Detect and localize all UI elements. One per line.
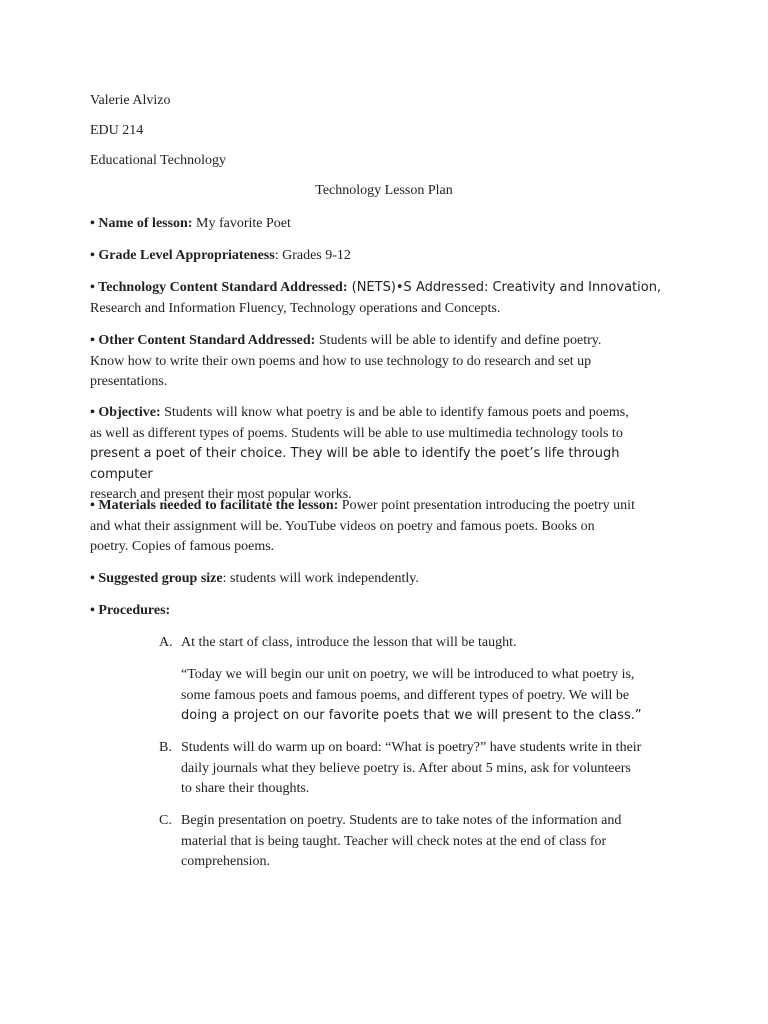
section-text: poetry. Copies of famous poems.: [90, 539, 275, 554]
section-text: : students will work independently.: [222, 571, 419, 586]
course-subject: Educational Technology: [90, 153, 227, 168]
section-text: : Grades 9-12: [274, 248, 351, 263]
section-text: Students will be able to identify and define poetry.: [315, 333, 602, 348]
bullet: •: [90, 216, 99, 231]
procedure-line: daily journals what they believe poetry is. After about 5 mins, ask for volunteers: [181, 760, 631, 776]
section-label: Suggested group size: [98, 571, 223, 586]
section-objective: [90, 403, 680, 506]
procedure-line: to share their thoughts.: [181, 781, 310, 796]
bullet: •: [90, 333, 99, 348]
section-text: present a poet of their choice. They will be able to identify the poet’s life through computer: [90, 446, 620, 482]
section-label: Grade Level Appropriateness: [98, 248, 275, 263]
section-technology-standard: [90, 278, 680, 319]
section-label: Objective:: [98, 405, 161, 420]
section-label: Procedures:: [98, 603, 171, 618]
section-text: Students will know what poetry is and be able to identify famous poets and poems,: [160, 405, 629, 420]
procedure-letter: C.: [159, 813, 172, 828]
quote-line: some famous poets and famous poems, and different types of poetry. We will be: [181, 687, 630, 703]
section-text: research and present their most popular works.: [90, 487, 352, 502]
procedure-a-quote: [181, 665, 681, 727]
bullet: •: [90, 498, 99, 513]
procedure-text: At the start of class, introduce the lesson that will be taught.: [181, 635, 517, 650]
section-procedures: [90, 601, 680, 622]
procedure-letter: A.: [159, 635, 173, 650]
author-name: Valerie Alvizo: [90, 93, 171, 108]
section-text: as well as different types of poems. Students will be able to use multimedia technology tools to: [90, 425, 623, 441]
section-grade-level: [90, 246, 680, 267]
section-text: Know how to write their own poems and how to use technology to do research and set up: [90, 353, 592, 369]
bullet: •: [90, 280, 99, 295]
course-code: EDU 214: [90, 123, 144, 138]
procedure-line: Begin presentation on poetry. Students are to take notes of the information and: [181, 813, 622, 828]
section-label: Other Content Standard Addressed:: [98, 333, 316, 348]
section-materials: [90, 496, 680, 558]
bullet: •: [90, 248, 99, 263]
procedure-line: material that is being taught. Teacher will check notes at the end of class for: [181, 833, 607, 849]
section-group-size: [90, 569, 680, 590]
procedure-line: Students will do warm up on board: “What is poetry?” have students write in their: [181, 740, 642, 755]
section-text: Power point presentation introducing the poetry unit: [338, 498, 635, 513]
section-text: (NETS)•S Addressed: Creativity and Innovation,: [347, 280, 662, 295]
section-text: My favorite Poet: [192, 216, 291, 231]
procedure-text: [181, 738, 681, 800]
bullet: •: [90, 603, 99, 618]
section-label: Name of lesson:: [98, 216, 193, 231]
section-text: Research and Information Fluency, Technology operations and Concepts.: [90, 300, 501, 316]
section-other-standard: [90, 331, 680, 393]
procedure-line: comprehension.: [181, 854, 271, 869]
section-name-of-lesson: [90, 214, 680, 235]
procedure-letter: B.: [159, 740, 172, 755]
section-label: Technology Content Standard Addressed:: [98, 280, 348, 295]
procedure-text: [181, 811, 681, 873]
bullet: •: [90, 405, 99, 420]
quote-line: doing a project on our favorite poets that we will present to the class.”: [181, 708, 642, 723]
section-text: presentations.: [90, 374, 168, 389]
bullet: •: [90, 571, 99, 586]
quote-line: “Today we will begin our unit on poetry, we will be introduced to what poetry is,: [181, 667, 635, 682]
section-label: Materials needed to facilitate the lesson:: [98, 498, 339, 513]
section-text: and what their assignment will be. YouTube videos on poetry and famous poets. Books on: [90, 518, 595, 534]
document-title: Technology Lesson Plan: [315, 183, 453, 198]
